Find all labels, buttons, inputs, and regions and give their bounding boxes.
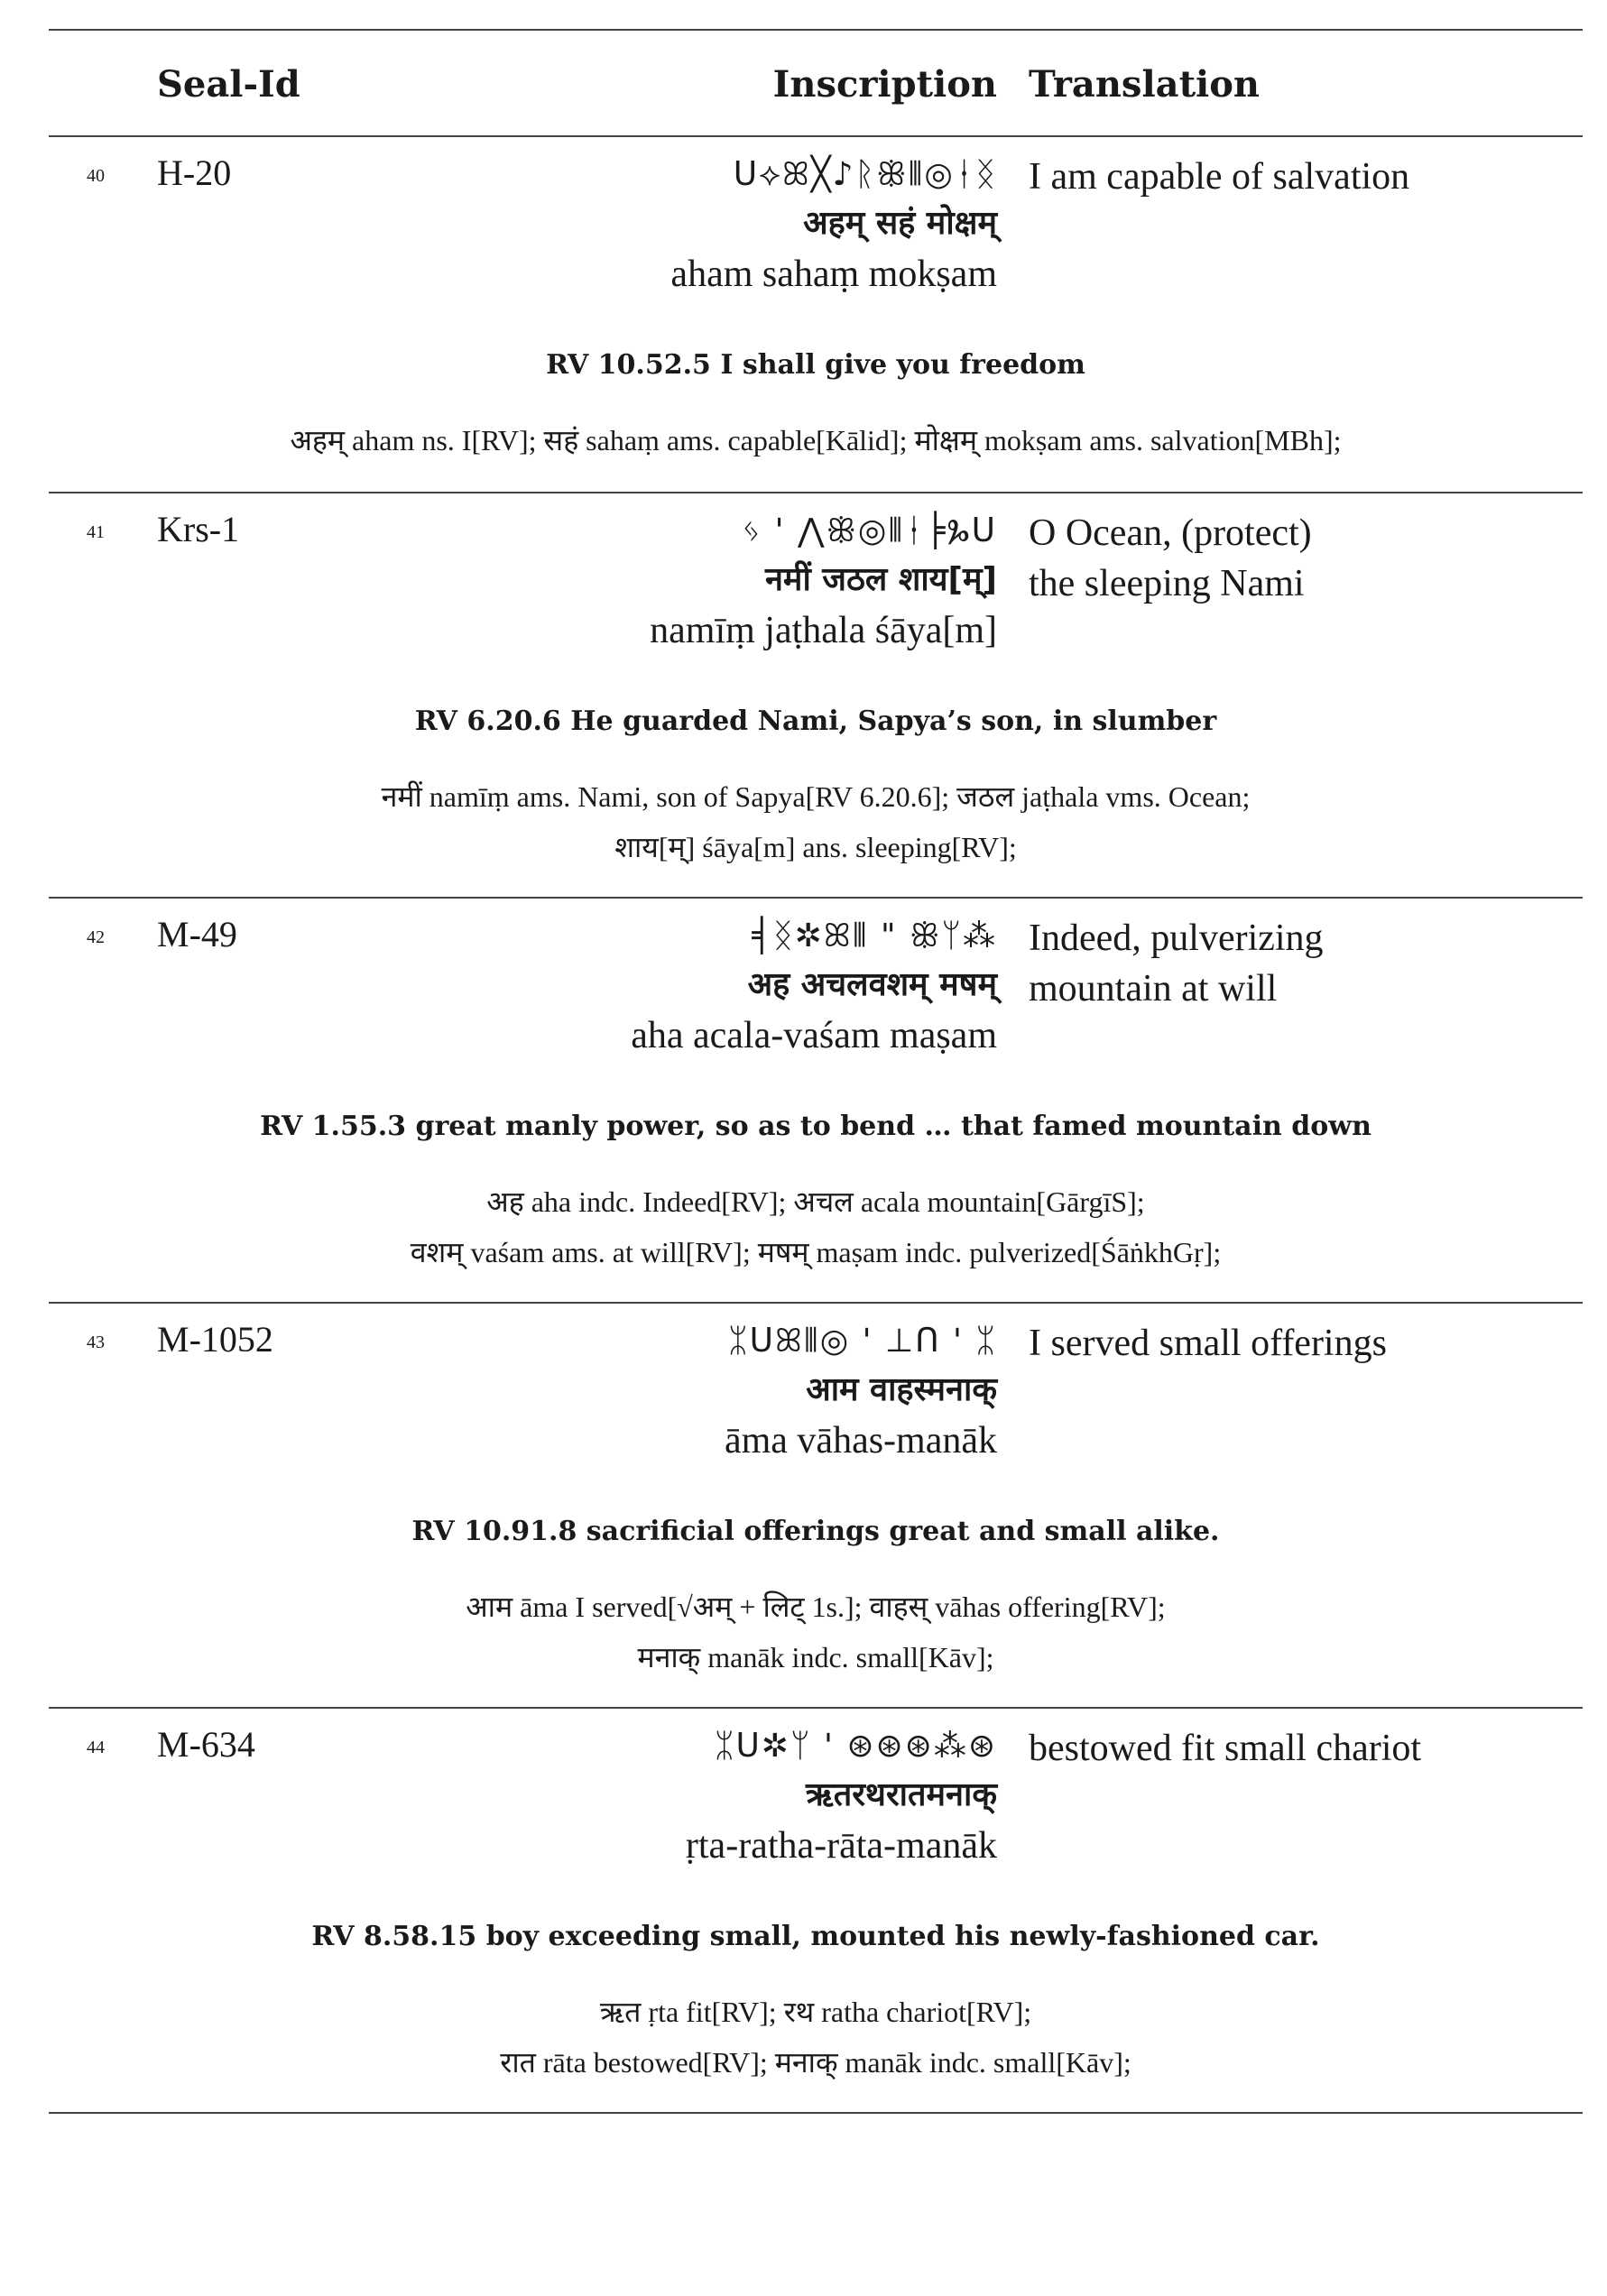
gloss-line: ऋत ṛta fit[RV]; रथ ratha chariot[RV]; (599, 1996, 1032, 2028)
row-rule (49, 1707, 1583, 1709)
devanagari-text: आम वाहस्मनाक् (806, 1371, 997, 1408)
rv-reference: RV 1.55.3 great manly power, so as to bend … that famed mountain down (260, 1111, 1371, 1142)
translation-line: Indeed, pulverizing (1029, 917, 1324, 959)
rv-reference: RV 8.58.15 boy exceeding small, mounted his newly-fashioned car. (311, 1921, 1320, 1952)
row-rule (49, 897, 1583, 899)
header-inscription: Inscription (772, 63, 997, 106)
row-number: 42 (87, 927, 105, 947)
rv-reference: RV 10.91.8 sacrificial offerings great and small alike. (411, 1516, 1220, 1547)
gloss (49, 415, 1583, 466)
gloss (49, 1581, 1583, 1683)
translation (1029, 508, 1579, 609)
gloss-line: नमीं namīṃ ams. Nami, son of Sapya[RV 6.20.6]; जठल jaṭhala vms. Ocean; (381, 780, 1251, 813)
inscription (631, 913, 997, 1061)
row-number: 43 (87, 1332, 105, 1352)
row-number: 41 (87, 522, 105, 542)
row-number: 44 (87, 1738, 105, 1757)
inscription (670, 152, 997, 300)
translation-line: O Ocean, (protect) (1029, 512, 1312, 554)
row-rule (49, 1302, 1583, 1304)
translation-line: bestowed fit small chariot (1029, 1728, 1422, 1769)
indus-glyphs: ᛯᑌꕤ⦀◎ ' ⊥ᑎ ' ᛯ (727, 1323, 997, 1360)
gloss-line: अह aha indc. Indeed[RV]; अचल acala mountain[GārgīS]; (486, 1185, 1145, 1218)
gloss-line: शाय[म्] śāya[m] ans. sleeping[RV]; (614, 831, 1017, 863)
transliteration: ṛta-ratha-rāta-manāk (685, 1825, 997, 1867)
translation-line: I am capable of salvation (1029, 156, 1410, 198)
indus-glyphs: ╡ᛝ✲ꕤ⦀ " ꕥᛘ⁂ (752, 917, 997, 954)
gloss-line: आम āma I served[√अम् + लिट् 1s.]; वाहस् vāhas offering[RV]; (466, 1591, 1166, 1623)
devanagari-text: ऋतरथरातमनाक् (805, 1776, 997, 1813)
translation (1029, 1318, 1579, 1369)
seal-id: M-49 (157, 914, 237, 954)
seal-id: Krs-1 (157, 509, 240, 549)
translation (1029, 1723, 1579, 1774)
row-rule (49, 492, 1583, 493)
transliteration: namīṃ jaṭhala śāya[m] (650, 610, 997, 651)
indus-glyphs: ᛃ ' ⋀ꕥ◎⦀ᛂ╞Ⰳᑌ (741, 512, 997, 549)
seal-id: H-20 (157, 152, 232, 193)
header-translation: Translation (1029, 63, 1260, 106)
devanagari-text: नमीं जठल शाय[म्] (764, 561, 997, 598)
seal-id: M-634 (157, 1724, 255, 1765)
rv-reference: RV 6.20.6 He guarded Nami, Sapya’s son, in slumber (414, 705, 1217, 737)
devanagari-text: अह अचलवशम् मषम् (747, 966, 997, 1003)
inscription (725, 1318, 997, 1466)
gloss (49, 1176, 1583, 1277)
bottom-rule (49, 2112, 1583, 2114)
row-number: 40 (87, 166, 105, 186)
gloss-line: रात rāta bestowed[RV]; मनाक् manāk indc. small[Kāv]; (500, 2046, 1131, 2079)
top-rule (49, 29, 1583, 31)
indus-glyphs: ᑌ⟡ꕤ╳♪ᚱꕥ⦀◎ᛂᛝ (733, 156, 997, 193)
transliteration: aha acala-vaśam maṣam (631, 1015, 997, 1056)
header-seal-id: Seal-Id (157, 63, 300, 106)
rv-reference: RV 10.52.5 I shall give you freedom (546, 349, 1085, 381)
seal-id: M-1052 (157, 1319, 273, 1360)
translation (1029, 152, 1579, 202)
translation-line: I served small offerings (1029, 1323, 1387, 1364)
devanagari-text: अहम् सहं मोक्षम् (803, 205, 997, 242)
header-rule (49, 135, 1583, 137)
translation-line: mountain at will (1029, 968, 1278, 1010)
transliteration: āma vāhas-manāk (724, 1420, 997, 1462)
gloss (49, 771, 1583, 872)
indus-glyphs: ᛯᑌ✲ᛘ ' ⊛⊛⊛⁂⊛ (714, 1728, 997, 1765)
gloss-line: वशम् vaśam ams. at will[RV]; मषम् maṣam indc. pulverized[ŚāṅkhGṛ]; (410, 1236, 1222, 1268)
translation (1029, 913, 1579, 1014)
table-header (49, 56, 1583, 110)
gloss-line: अहम् aham ns. I[RV]; सहं sahaṃ ams. capable[Kālid]; मोक्षम् mokṣam ams. salvation[MBh]; (290, 424, 1342, 456)
gloss-line: मनाक् manāk indc. small[Kāv]; (637, 1641, 994, 1674)
inscription (686, 1723, 997, 1871)
inscription (650, 508, 997, 656)
gloss (49, 1987, 1583, 2088)
translation-line: the sleeping Nami (1029, 563, 1305, 604)
transliteration: aham sahaṃ mokṣam (670, 254, 997, 295)
